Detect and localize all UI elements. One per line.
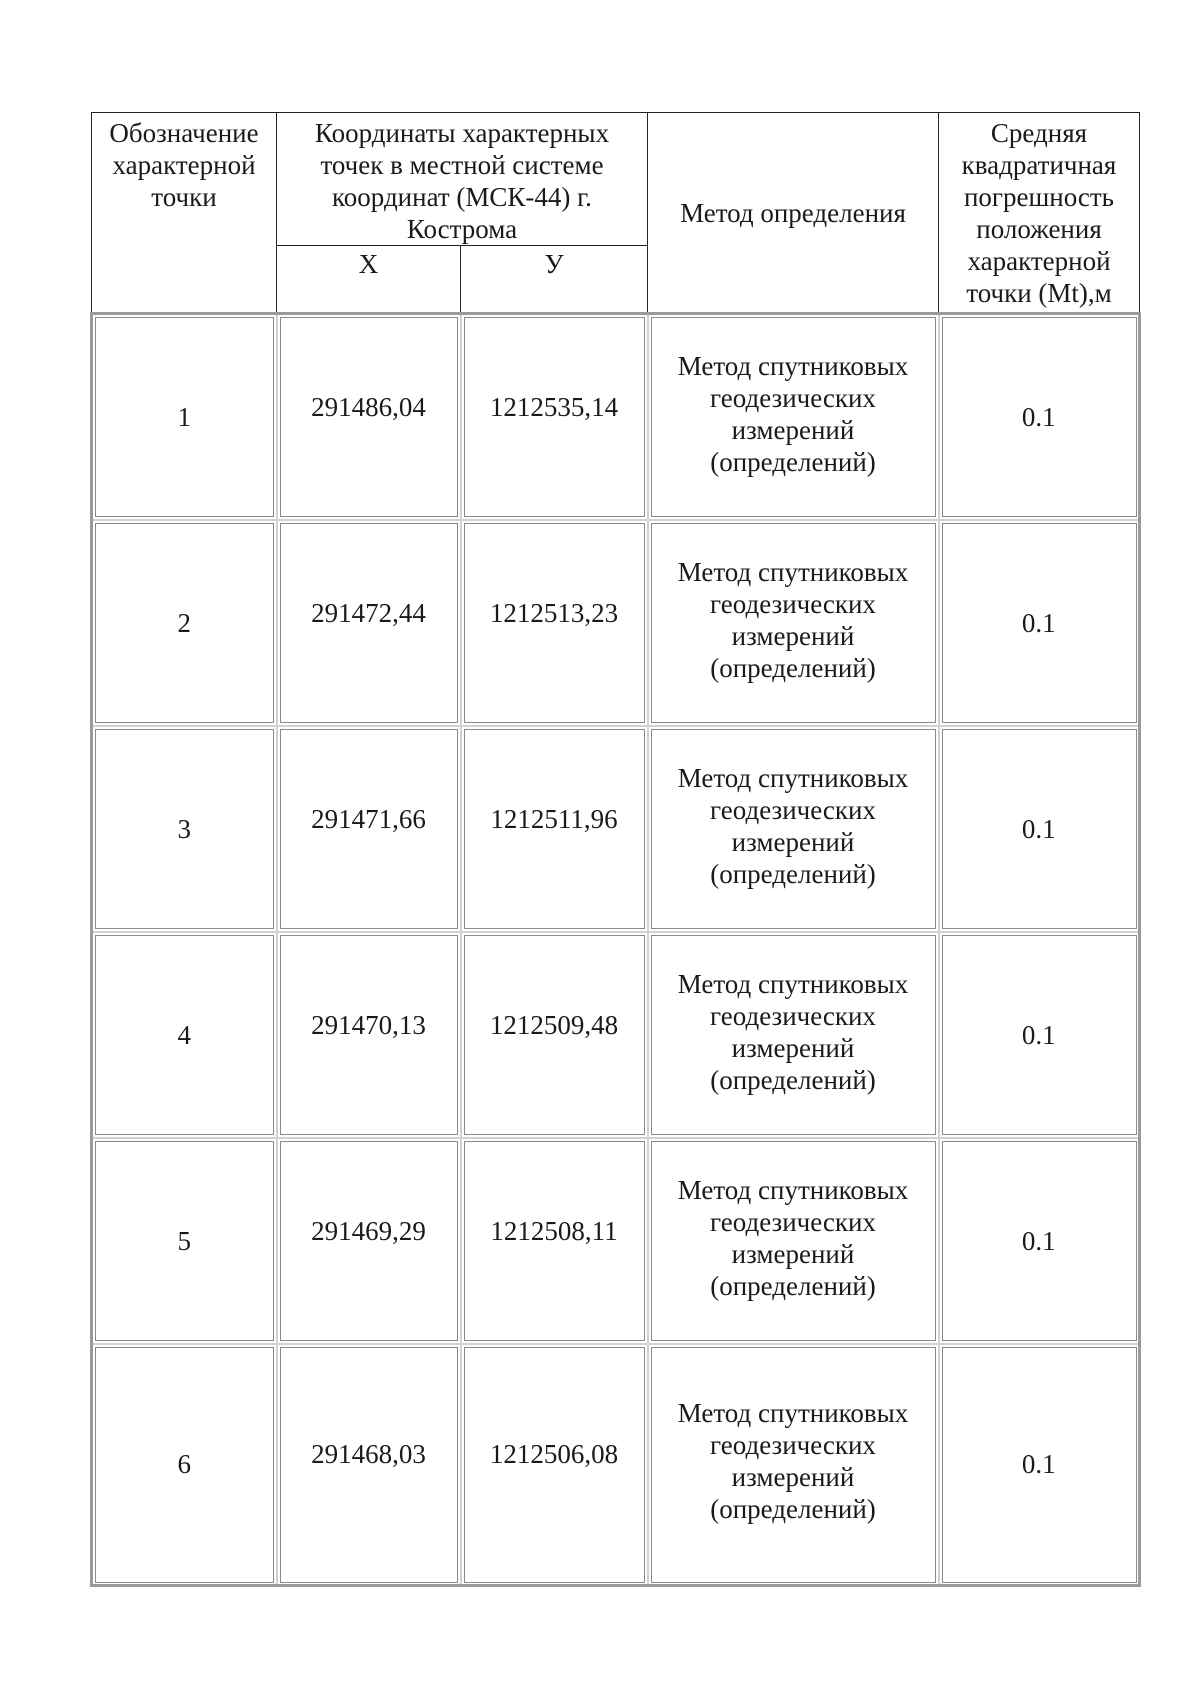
cell-y: 1212511,96 — [461, 726, 648, 932]
cell-y: 1212513,23 — [461, 520, 648, 726]
header-y: У — [461, 246, 648, 314]
cell-x: 291470,13 — [277, 932, 461, 1138]
cell-method: Метод спутниковых геодезических измерений (определений) — [648, 1344, 939, 1586]
cell-method: Метод спутниковых геодезических измерений (определений) — [648, 1138, 939, 1344]
cell-error: 0.1 — [939, 726, 1140, 932]
table-row — [92, 314, 1140, 520]
cell-error: 0.1 — [939, 520, 1140, 726]
cell-y: 1212535,14 — [461, 314, 648, 520]
cell-y: 1212506,08 — [461, 1344, 648, 1586]
cell-method: Метод спутниковых геодезических измерений (определений) — [648, 520, 939, 726]
header-error: Средняя квадратичная погрешность положения характерной точки (Mt),м — [939, 113, 1140, 314]
table-header — [92, 113, 1140, 314]
cell-point: 3 — [92, 726, 277, 932]
cell-error: 0.1 — [939, 1138, 1140, 1344]
cell-point: 2 — [92, 520, 277, 726]
table-row — [92, 932, 1140, 1138]
cell-x: 291468,03 — [277, 1344, 461, 1586]
cell-point: 5 — [92, 1138, 277, 1344]
header-point-designation: Обозначение характерной точки — [92, 113, 277, 314]
cell-point: 1 — [92, 314, 277, 520]
table-row — [92, 726, 1140, 932]
table-row — [92, 1138, 1140, 1344]
cell-x: 291486,04 — [277, 314, 461, 520]
cell-method: Метод спутниковых геодезических измерений (определений) — [648, 932, 939, 1138]
table-row — [92, 1344, 1140, 1586]
cell-y: 1212509,48 — [461, 932, 648, 1138]
header-x: Х — [277, 246, 461, 314]
cell-point: 6 — [92, 1344, 277, 1586]
cell-x: 291469,29 — [277, 1138, 461, 1344]
cell-x: 291472,44 — [277, 520, 461, 726]
cell-error: 0.1 — [939, 314, 1140, 520]
cell-method: Метод спутниковых геодезических измерений (определений) — [648, 726, 939, 932]
table-row — [92, 520, 1140, 726]
cell-y: 1212508,11 — [461, 1138, 648, 1344]
coordinates-table — [90, 112, 1141, 1587]
table-body — [92, 314, 1140, 1586]
header-coordinates: Координаты характерных точек в местной системе координат (МСК-44) г. Кострома — [277, 113, 648, 246]
cell-error: 0.1 — [939, 932, 1140, 1138]
cell-error: 0.1 — [939, 1344, 1140, 1586]
header-method: Метод определения — [648, 113, 939, 314]
cell-method: Метод спутниковых геодезических измерений (определений) — [648, 314, 939, 520]
cell-point: 4 — [92, 932, 277, 1138]
cell-x: 291471,66 — [277, 726, 461, 932]
